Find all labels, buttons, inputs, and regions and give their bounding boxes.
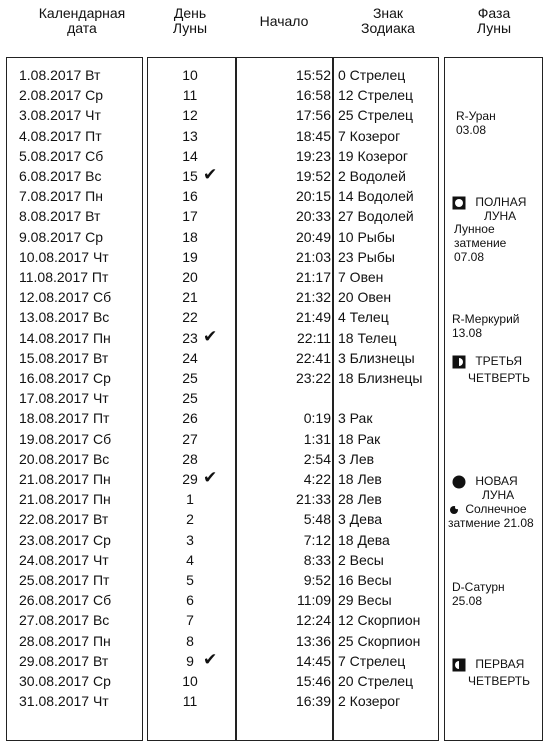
event-saturn	[452, 580, 505, 608]
new-moon-label-1: НОВАЯ	[475, 474, 518, 488]
event-third-quarter	[452, 354, 522, 369]
cell-start: 21:03	[295, 248, 331, 265]
event-new-moon	[452, 474, 518, 489]
cell-moon-day: 20	[182, 269, 198, 285]
cell-start: 12:24	[295, 612, 331, 629]
solar-eclipse-label-1: Солнечное	[465, 502, 527, 516]
cell-zodiac: 27 Водолей	[338, 208, 414, 225]
frame-phase	[444, 57, 543, 741]
cell-moon-day: 6	[186, 592, 194, 609]
cell-moon-day: 25	[182, 390, 198, 407]
first-quarter-label-2: ЧЕТВЕРТЬ	[468, 674, 531, 688]
event-solar-eclipse	[449, 502, 527, 516]
event-first-quarter	[452, 657, 524, 672]
full-moon-label-1: ПОЛНАЯ	[475, 195, 527, 209]
check-icon: ✔	[203, 649, 218, 669]
cell-zodiac: 4 Телец	[338, 309, 389, 326]
cell-moon-day: 22	[182, 309, 198, 326]
cell-start: 22:11	[297, 329, 331, 346]
cell-moon-day: 9	[186, 652, 194, 669]
first-quarter-icon	[452, 658, 466, 672]
cell-moon-day: 1	[186, 491, 194, 508]
event-full-moon	[452, 195, 526, 210]
cell-date: 15.08.2017 Вт	[19, 349, 109, 366]
cell-date: 16.08.2017 Ср	[19, 370, 111, 386]
cell-moon-day: 25	[182, 370, 198, 386]
cell-start: 2:54	[303, 450, 331, 467]
cell-date: 27.08.2017 Вс	[19, 612, 110, 629]
cell-date: 4.08.2017 Пт	[19, 127, 102, 144]
event-lunar-eclipse	[454, 222, 506, 264]
cell-start: 20:15	[295, 188, 331, 205]
cell-zodiac: 18 Телец	[338, 329, 397, 346]
cell-date: 13.08.2017 Вс	[19, 309, 110, 326]
header-moon-day	[150, 6, 230, 36]
cell-date: 22.08.2017 Вт	[19, 511, 109, 528]
cell-date: 29.08.2017 Вт	[19, 652, 109, 669]
cell-date: 31.08.2017 Чт	[19, 693, 109, 710]
cell-zodiac: 3 Дева	[338, 511, 383, 528]
cell-start: 8:33	[303, 551, 331, 568]
lunar-eclipse-line-3: 07.08	[454, 250, 485, 264]
cell-moon-day: 13	[182, 127, 198, 144]
cell-zodiac: 20 Овен	[338, 289, 392, 306]
cell-date: 19.08.2017 Сб	[19, 430, 112, 447]
third-quarter-label-2: ЧЕТВЕРТЬ	[468, 371, 531, 385]
cell-zodiac: 18 Дева	[338, 531, 390, 548]
header-zodiac	[336, 6, 440, 36]
event-uranus-date: 03.08	[456, 123, 487, 137]
cell-date: 24.08.2017 Чт	[19, 551, 109, 568]
cell-date: 21.08.2017 Пн	[19, 491, 111, 508]
cell-start: 17:56	[295, 107, 331, 124]
third-quarter-label-1: ТРЕТЬЯ	[475, 354, 523, 368]
event-saturn-label: D-Сатурн	[452, 580, 505, 594]
cell-moon-day: 27	[182, 430, 198, 447]
cell-start: 15:46	[295, 673, 331, 689]
header-phase-line-1: Фаза	[477, 5, 511, 21]
cell-start: 7:12	[303, 531, 331, 548]
cell-zodiac: 12 Стрелец	[338, 87, 414, 104]
cell-moon-day: 12	[182, 107, 198, 124]
cell-date: 26.08.2017 Сб	[19, 592, 112, 609]
cell-zodiac: 28 Лев	[338, 491, 382, 508]
cell-date: 9.08.2017 Ср	[19, 228, 104, 245]
cell-zodiac: 25 Стрелец	[338, 107, 414, 124]
cell-start: 20:33	[295, 208, 331, 225]
cell-zodiac: 3 Рак	[338, 410, 373, 427]
cell-zodiac: 18 Лев	[338, 471, 382, 487]
cell-moon-day: 29	[182, 471, 198, 487]
check-icon: ✔	[203, 165, 218, 184]
cell-date: 12.08.2017 Сб	[19, 289, 112, 306]
cell-moon-day: 3	[186, 531, 194, 548]
first-quarter-label-1: ПЕРВАЯ	[475, 657, 525, 671]
cell-start: 16:58	[295, 87, 331, 104]
cell-date: 10.08.2017 Чт	[19, 248, 109, 265]
header-start	[236, 14, 332, 29]
cell-date: 20.08.2017 Вс	[19, 450, 110, 467]
event-uranus	[456, 109, 496, 137]
cell-date: 8.08.2017 Вт	[19, 208, 101, 225]
cell-start: 4:22	[303, 471, 331, 487]
cell-zodiac: 23 Рыбы	[338, 248, 395, 265]
cell-moon-day: 24	[182, 349, 198, 366]
cell-zodiac: 29 Весы	[338, 592, 392, 609]
solar-eclipse-label-2: затмение 21.08	[448, 516, 534, 530]
cell-date: 2.08.2017 Ср	[19, 87, 104, 104]
cell-date: 14.08.2017 Пн	[19, 329, 111, 346]
header-start-line-1: Начало	[259, 13, 309, 29]
cell-zodiac: 14 Водолей	[338, 188, 414, 205]
cell-zodiac: 25 Скорпион	[338, 632, 421, 649]
cell-start: 0:19	[303, 410, 331, 427]
event-saturn-date: 25.08	[452, 594, 483, 608]
cell-moon-day: 7	[186, 612, 194, 629]
cell-start: 18:45	[295, 127, 331, 144]
cell-zodiac: 19 Козерог	[338, 147, 408, 164]
cell-moon-day: 15	[182, 168, 198, 184]
cell-zodiac: 12 Скорпион	[338, 612, 421, 629]
check-icon: ✔	[203, 326, 218, 346]
cell-start: 19:23	[295, 147, 331, 164]
header-moon-day-line-1: День	[173, 5, 207, 21]
header-phase	[444, 6, 544, 36]
cell-date: 17.08.2017 Чт	[19, 390, 109, 407]
full-moon-label-2: ЛУНА	[484, 209, 517, 223]
cell-zodiac: 10 Рыбы	[338, 228, 395, 245]
new-moon-icon	[452, 475, 466, 489]
event-mercury-date: 13.08	[452, 326, 483, 340]
cell-date: 23.08.2017 Ср	[19, 531, 111, 548]
lunar-eclipse-line-2: затмение	[454, 236, 507, 250]
cell-zodiac: 3 Близнецы	[338, 349, 415, 366]
cell-moon-day: 8	[186, 632, 194, 649]
cell-start: 9:52	[303, 572, 331, 588]
check-icon: ✔	[203, 468, 218, 487]
header-date-line-2: дата	[67, 20, 97, 36]
event-mercury	[452, 312, 519, 340]
cell-moon-day: 18	[182, 228, 198, 245]
cell-start: 23:22	[295, 370, 331, 386]
cell-start: 13:36	[295, 632, 331, 649]
cell-start: 20:49	[295, 228, 331, 245]
cell-date: 7.08.2017 Пн	[19, 188, 103, 205]
cell-zodiac: 7 Стрелец	[338, 652, 406, 669]
event-uranus-label: R-Уран	[456, 109, 496, 123]
cell-start: 21:17	[295, 269, 331, 285]
cell-date: 5.08.2017 Сб	[19, 147, 104, 164]
cell-moon-day: 2	[186, 511, 194, 528]
cell-moon-day: 23	[182, 329, 198, 346]
cell-date: 1.08.2017 Вт	[19, 67, 101, 83]
full-moon-icon	[452, 196, 466, 210]
cell-start: 15:52	[295, 67, 331, 83]
header-date	[22, 6, 142, 36]
cell-date: 21.08.2017 Пн	[19, 471, 111, 487]
cell-zodiac: 2 Водолей	[338, 168, 406, 184]
cell-date: 3.08.2017 Чт	[19, 107, 101, 124]
solar-eclipse-icon	[449, 505, 459, 515]
cell-start: 19:52	[295, 168, 331, 184]
cell-start: 14:45	[295, 652, 331, 669]
cell-zodiac: 7 Козерог	[338, 127, 401, 144]
cell-moon-day: 14	[182, 147, 198, 164]
cell-zodiac: 3 Лев	[338, 450, 375, 467]
cell-start: 1:31	[303, 430, 331, 447]
cell-moon-day: 17	[182, 208, 198, 225]
cell-start: 22:41	[295, 349, 331, 366]
cell-start: 21:49	[295, 309, 331, 326]
cell-moon-day: 11	[182, 87, 198, 104]
cell-start: 21:32	[295, 289, 331, 306]
cell-date: 6.08.2017 Вс	[19, 168, 102, 184]
cell-zodiac: 20 Стрелец	[338, 673, 414, 689]
cell-date: 30.08.2017 Ср	[19, 673, 111, 689]
cell-moon-day: 4	[186, 551, 194, 568]
cell-start: 5:48	[303, 511, 331, 528]
cell-date: 25.08.2017 Пт	[19, 572, 110, 588]
cell-moon-day: 10	[182, 673, 198, 689]
header-zodiac-line-2: Зодиака	[361, 20, 415, 36]
cell-zodiac: 2 Весы	[338, 551, 384, 568]
cell-date: 11.08.2017 Пт	[19, 269, 109, 285]
cell-zodiac: 7 Овен	[338, 269, 384, 285]
cell-moon-day: 11	[182, 693, 198, 710]
cell-moon-day: 26	[182, 410, 198, 427]
cell-zodiac: 16 Весы	[338, 572, 392, 588]
cell-zodiac: 2 Козерог	[338, 693, 401, 710]
cell-date: 28.08.2017 Пн	[19, 632, 111, 649]
header-phase-line-2: Луны	[476, 20, 512, 36]
cell-moon-day: 28	[182, 450, 198, 467]
cell-start: 21:33	[295, 491, 331, 508]
cell-zodiac: 18 Близнецы	[338, 370, 423, 386]
cell-moon-day: 16	[182, 188, 198, 205]
third-quarter-icon	[452, 355, 466, 369]
new-moon-label-2: ЛУНА	[482, 488, 515, 502]
cell-moon-day: 19	[182, 248, 198, 265]
cell-moon-day: 21	[182, 289, 198, 306]
cell-start: 16:39	[295, 693, 331, 710]
cell-zodiac: 0 Стрелец	[338, 67, 406, 83]
cell-start: 11:09	[297, 592, 331, 609]
header-moon-day-line-2: Луны	[172, 20, 208, 36]
cell-zodiac: 18 Рак	[338, 430, 381, 447]
header-date-line-1: Календарная	[38, 5, 126, 21]
header-zodiac-line-1: Знак	[372, 5, 404, 21]
lunar-eclipse-line-1: Лунное	[454, 222, 495, 236]
event-mercury-label: R-Меркурий	[452, 312, 520, 326]
cell-moon-day: 10	[182, 67, 198, 83]
cell-date: 18.08.2017 Пт	[19, 410, 110, 427]
cell-moon-day: 5	[186, 572, 194, 588]
